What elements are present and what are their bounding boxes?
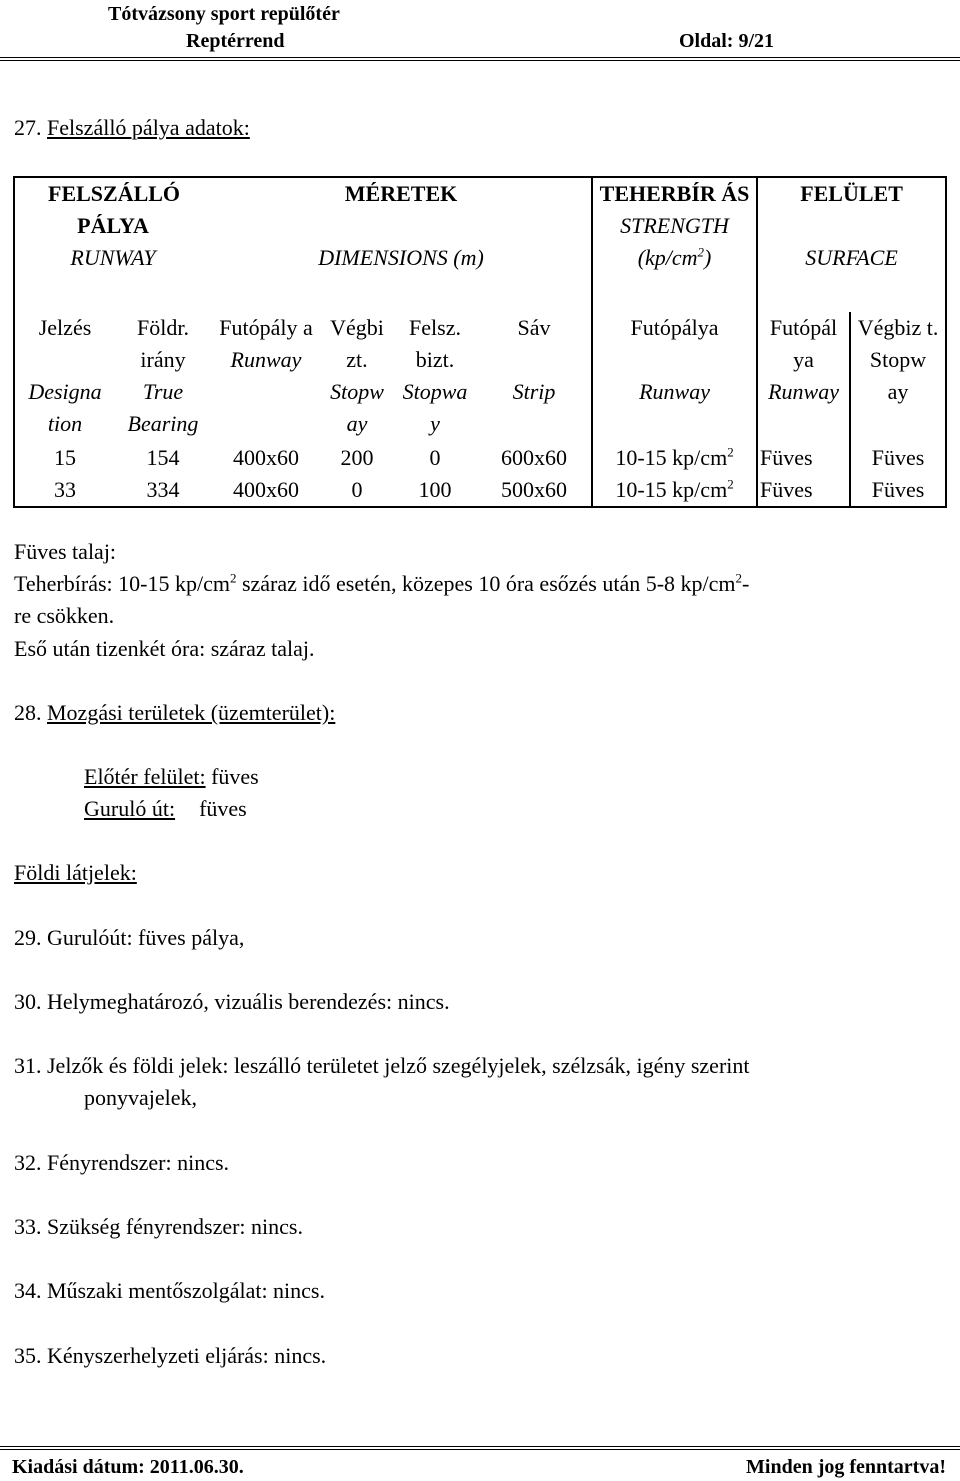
table-row	[14, 442, 946, 474]
row1-surface-runway: Füves	[757, 442, 850, 474]
stopway-header: Végbi zt. Stopw ay	[330, 315, 384, 436]
after-rain-note: Eső után tizenkét óra: száraz talaj.	[14, 636, 315, 661]
apron-surface-line: Előtér felület: füves	[84, 764, 259, 789]
ground-marks-label: Földi látjelek:	[14, 860, 137, 885]
row2-bearing: 334	[146, 477, 180, 502]
designation-header: Jelzés Designa tion	[28, 315, 102, 436]
strength-header-en: STRENGTH	[620, 213, 729, 238]
row1-bearing: 154	[146, 445, 180, 470]
issue-date: Kiadási dátum: 2011.06.30.	[12, 1456, 244, 1478]
item-34: 34. Műszaki mentőszolgálat: nincs.	[14, 1278, 325, 1303]
table-header-row	[14, 177, 946, 312]
surface-header-hu: FELÜLET	[800, 181, 903, 206]
row2-stopway: 0	[351, 477, 363, 502]
item-31: 31. Jelzők és földi jelek: leszálló területet jelző szegélyjelek, szélzsák, igény szerint	[14, 1053, 750, 1078]
runway-header-en: RUNWAY	[70, 245, 156, 270]
dimensions-header-en: DIMENSIONS (m)	[318, 245, 484, 270]
row2-takeoff-safety: 100	[418, 477, 452, 502]
row1-stopway: 200	[340, 445, 374, 470]
taxiway-line: Guruló út: füves	[84, 796, 247, 821]
section-28-heading	[14, 697, 335, 729]
section-27-heading	[14, 112, 250, 144]
load-capacity-line: Teherbírás: 10-15 $kp/cm^2$ száraz idő esetén, közepes 10 óra esőzés után 5-8 $kp/cm^2-$	[14, 570, 750, 596]
header-rule	[0, 57, 960, 61]
takeoff-safety-header: Felsz. bizt. Stopwa y	[402, 315, 468, 436]
surface-stopway-header: Végbiz t. Stopw ay	[850, 312, 946, 442]
table-subheader-row	[14, 312, 946, 442]
strength-runway-header: Futópálya Runway	[592, 312, 757, 442]
item-31-continued: ponyvajelek,	[84, 1085, 198, 1110]
item-35: 35. Kényszerhelyzeti eljárás: nincs.	[14, 1343, 327, 1368]
section-27-number: 27.	[14, 115, 42, 140]
runway-table	[13, 176, 947, 508]
dimensions-header-hu: MÉRETEK	[344, 181, 458, 206]
table-row	[14, 474, 946, 507]
row1-designation: 15	[54, 445, 76, 470]
surface-header-cell	[757, 177, 946, 312]
row1-runway-size: 400x60	[233, 445, 299, 470]
row2-runway-size: 400x60	[233, 477, 299, 502]
row2-surface-runway: Füves	[757, 474, 850, 507]
strip-header: Sáv Strip	[512, 315, 556, 404]
section-27-title: Felszálló pálya adatok:	[47, 115, 250, 140]
bearing-header: Földr. irány True Bearing	[127, 315, 199, 436]
item-30: 30. Helymeghatározó, vizuális berendezés: nincs.	[14, 989, 450, 1014]
strength-header-cell	[592, 177, 757, 312]
strength-header-hu: TEHERBÍR ÁS	[599, 181, 750, 206]
copyright: Minden jog fenntartva!	[746, 1456, 946, 1478]
row1-takeoff-safety: 0	[429, 445, 441, 470]
grass-soil-title: Füves talaj:	[14, 539, 117, 564]
footer-rule	[0, 1446, 960, 1450]
load-capacity-line-2: re csökken.	[14, 603, 115, 628]
page-number: Oldal: 9/21	[678, 30, 774, 52]
row1-surface-stopway: Füves	[850, 442, 946, 474]
row2-strip: 500x60	[501, 477, 568, 502]
document-title: Tótvázsony sport repülőtér	[108, 3, 340, 25]
surface-runway-header: Futópál ya Runway	[757, 312, 850, 442]
row2-designation: 33	[54, 477, 76, 502]
row2-surface-stopway: Füves	[850, 474, 946, 507]
runway-header-hu: FELSZÁLLÓ PÁLYA	[48, 181, 181, 238]
row1-strip: 600x60	[501, 445, 568, 470]
section-28-title: Mozgási területek (üzemterület):	[47, 700, 336, 725]
item-33: 33. Szükség fényrendszer: nincs.	[14, 1214, 303, 1239]
surface-header-en: SURFACE	[805, 245, 898, 270]
item-29: 29. Gurulóút: füves pálya,	[14, 925, 245, 950]
row2-strength: 10-15 $kp/cm^2$	[592, 474, 757, 507]
runway-size-header: Futópály a Runway	[219, 315, 313, 372]
dimensions-header-cell	[211, 177, 592, 312]
item-32: 32. Fényrendszer: nincs.	[14, 1150, 230, 1175]
section-28-number: 28.	[14, 700, 42, 725]
runway-header-cell	[14, 177, 211, 312]
header-section: Reptérrend	[186, 30, 285, 52]
row1-strength: 10-15 $kp/cm^2$	[592, 442, 757, 474]
strength-header-unit: $(kp/cm^2)$	[637, 244, 712, 270]
